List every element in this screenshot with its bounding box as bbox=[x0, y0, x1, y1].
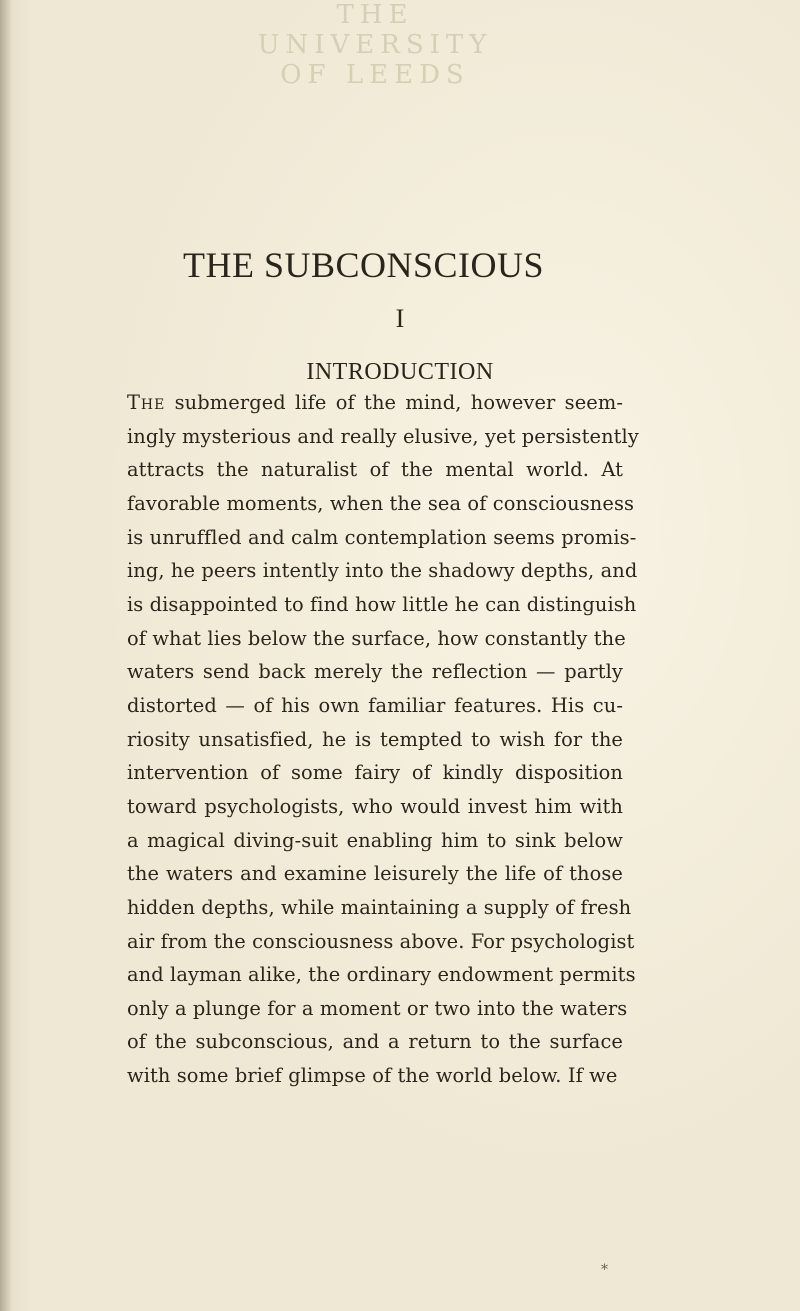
text-line: is unruffled and calm contemplation seems promis- bbox=[127, 525, 637, 549]
text-line: the waters and examine leisurely the life of those bbox=[127, 862, 623, 886]
text-line-1-rest: submerged life of the mind, however seem- bbox=[174, 391, 623, 414]
text-line: favorable moments, when the sea of consciousness bbox=[127, 491, 635, 515]
chapter-title: INTRODUCTION bbox=[306, 359, 494, 385]
text-line: is disappointed to find how little he can distinguish bbox=[127, 592, 637, 616]
text-line-1 bbox=[127, 386, 623, 420]
signature-mark: * bbox=[601, 1262, 608, 1278]
chapter-number: I bbox=[395, 304, 405, 333]
text-line: hidden depths, while maintaining a supply of fresh bbox=[127, 895, 632, 919]
stamp-line-2: UNIVERSITY bbox=[257, 30, 493, 60]
text-line: with some brief glimpse of the world below. If we bbox=[127, 1064, 618, 1088]
text-line: toward psychologists, who would invest him with bbox=[127, 794, 623, 818]
text-line: a magical diving-suit enabling him to sink below bbox=[127, 828, 623, 852]
text-line: riosity unsatisfied, he is tempted to wish for the bbox=[127, 727, 623, 751]
text-line: distorted — of his own familiar features. His cu- bbox=[127, 693, 623, 717]
paragraph-first-word: The bbox=[127, 391, 166, 414]
text-line: air from the consciousness above. For psychologist bbox=[127, 929, 635, 953]
text-line: and layman alike, the ordinary endowment permits bbox=[127, 963, 636, 987]
body-paragraph bbox=[127, 380, 639, 1093]
text-line: of the subconscious, and a return to the surface bbox=[127, 1030, 623, 1054]
text-line: of what lies below the surface, how constantly the bbox=[127, 626, 626, 650]
text-line: ingly mysterious and really elusive, yet persistently bbox=[127, 424, 639, 448]
text-line: intervention of some fairy of kindly disposition bbox=[127, 761, 623, 785]
page-gutter-shadow bbox=[0, 0, 12, 1311]
text-line: only a plunge for a moment or two into the waters bbox=[127, 996, 628, 1020]
library-stamp bbox=[255, 0, 495, 100]
text-line: ing, he peers intently into the shadowy depths, and bbox=[127, 559, 638, 583]
stamp-line-1: THE bbox=[336, 0, 414, 30]
book-title: THE SUBCONSCIOUS bbox=[183, 245, 545, 285]
text-line: waters send back merely the reflection — partly bbox=[127, 660, 623, 684]
text-line: attracts the naturalist of the mental world. At bbox=[127, 458, 623, 482]
stamp-line-3: OF LEEDS bbox=[280, 60, 470, 90]
